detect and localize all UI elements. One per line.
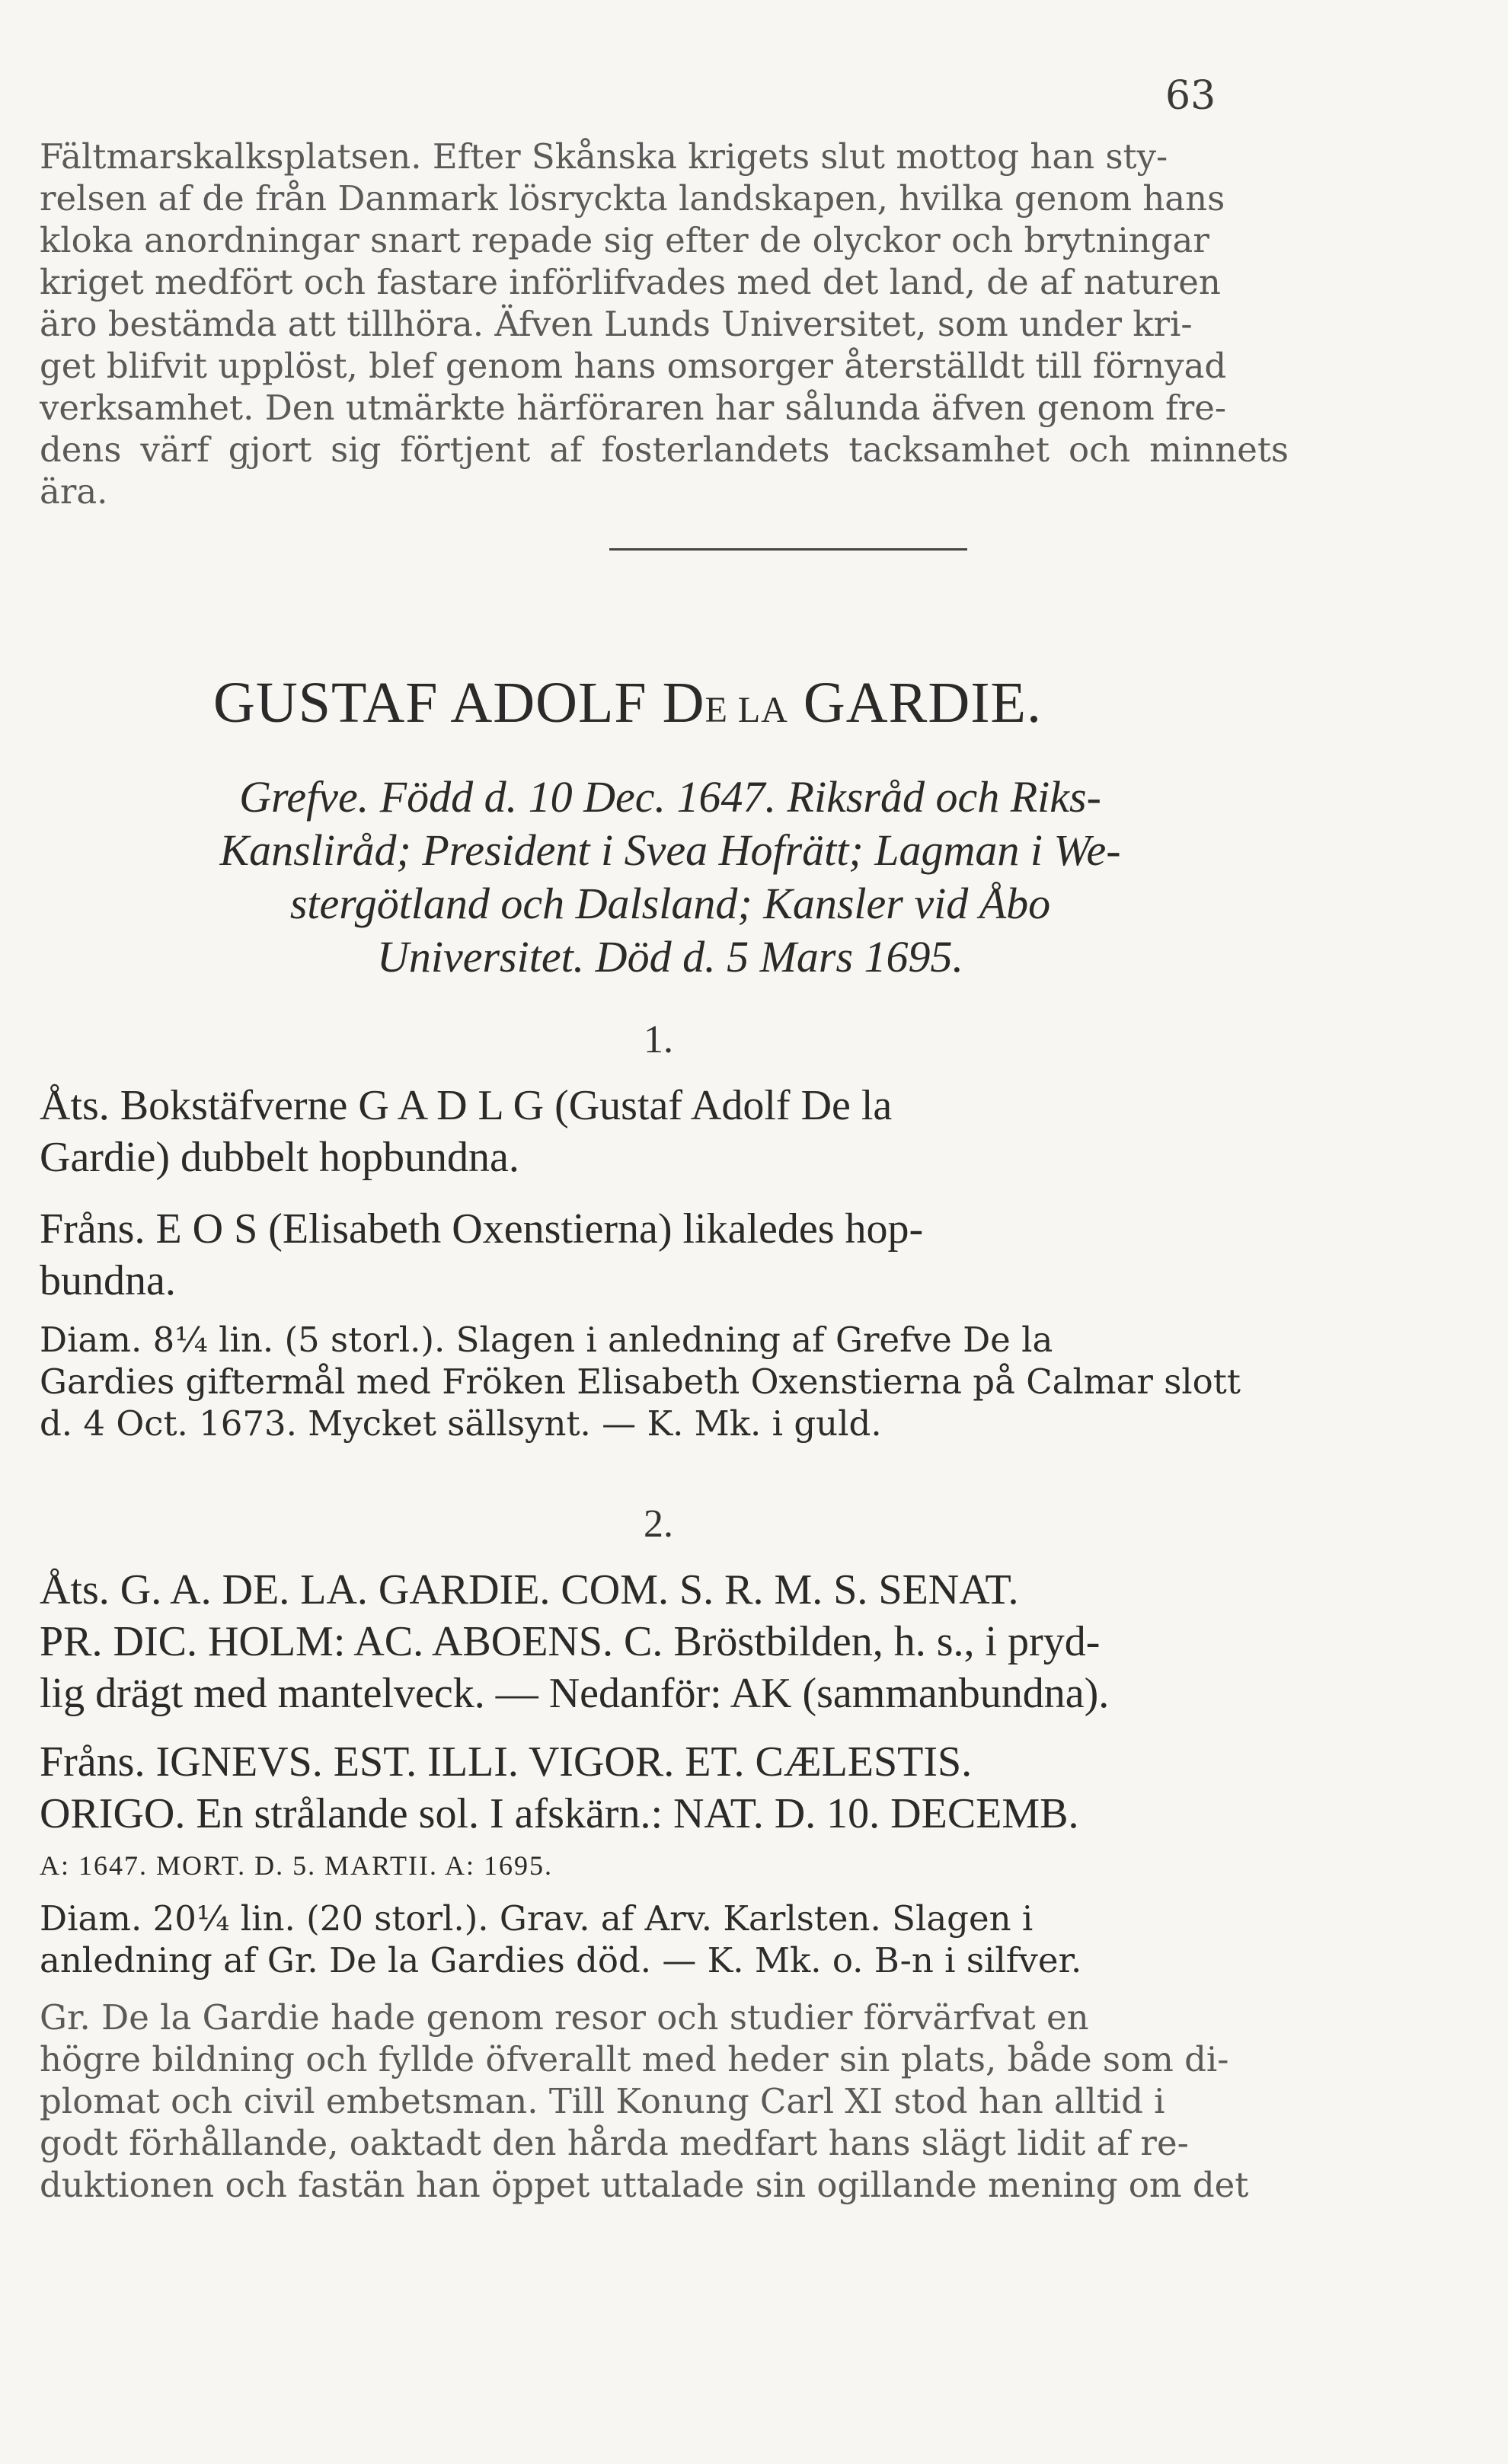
text-line: äro bestämda att tillhöra. Äfven Lunds Universitet, som under kri- (40, 304, 1193, 344)
section-divider (609, 548, 967, 551)
text-line: Gardie) dubbelt hopbundna. (40, 1134, 519, 1181)
text-line: Åts. G. A. DE. LA. GARDIE. COM. S. R. M. S. SENAT. (40, 1566, 1019, 1613)
obverse-description (40, 1564, 1289, 1719)
text-line: kriget medfört och fastare införlifvades med det land, de af naturen (40, 262, 1221, 302)
text-line: dens värf gjort sig förtjent af fosterlandets tacksamhet och minnets ära. (40, 429, 1289, 512)
text-line: godt förhållande, oaktadt den hårda medfart hans slägt lidit af re- (40, 2123, 1189, 2163)
text-line: Gr. De la Gardie hade genom resor och studier förvärfvat en (40, 1997, 1089, 2038)
text-line: anledning af Gr. De la Gardies död. — K. Mk. o. B-n i silfver. (40, 1940, 1082, 1980)
text-line: d. 4 Oct. 1673. Mycket sällsynt. — K. Mk. i guld. (40, 1403, 882, 1444)
text-line: relsen af de från Danmark lösryckta landskapen, hvilka genom hans (40, 178, 1225, 219)
obverse-description (40, 1080, 1289, 1183)
text-line: duktionen och fastän han öppet uttalade sin ogillande mening om det (40, 2165, 1249, 2205)
entry-number: 1. (644, 1018, 673, 1061)
page-number: 63 (1165, 73, 1216, 119)
text-line: Diam. 20¼ lin. (20 storl.). Grav. af Arv. Karlsten. Slagen i (40, 1898, 1034, 1939)
reverse-description (40, 1203, 1289, 1307)
text-line: Åts. Bokstäfverne G A D L G (Gustaf Adolf De la (40, 1082, 893, 1129)
text-line: get blifvit upplöst, blef genom hans omsorger återställdt till förnyad (40, 346, 1227, 386)
subheading-line: Kansliråd; President i Svea Hofrätt; Lagman i We- (219, 825, 1121, 875)
text-line: ORIGO. En strålande sol. I afskärn.: NAT. D. 10. DECEMB. (40, 1790, 1079, 1837)
text-line: Fältmarskalksplatsen. Efter Skånska krigets slut mottog han sty- (40, 136, 1168, 177)
text-line: högre bildning och fyllde öfverallt med heder sin plats, både som di- (40, 2039, 1229, 2079)
text-line: PR. DIC. HOLM: AC. ABOENS. C. Bröstbilden, h. s., i pryd- (40, 1618, 1101, 1665)
text-line: bundna. (40, 1257, 176, 1304)
text-line: Fråns. IGNEVS. EST. ILLI. VIGOR. ET. CÆLESTIS. (40, 1738, 973, 1786)
heading-part: GARDIE. (788, 671, 1042, 735)
closing-paragraph (40, 1996, 1289, 2206)
heading-part-small-caps: E LA (704, 690, 788, 730)
text-line: lig drägt med mantelveck. — Nedanför: AK (sammanbundna). (40, 1670, 1110, 1717)
heading-part: GUSTAF ADOLF D (213, 671, 705, 735)
text-line: Diam. 8¼ lin. (5 storl.). Slagen i anledning af Grefve De la (40, 1320, 1053, 1360)
section-heading (213, 670, 1042, 736)
subheading-line: Universitet. Död d. 5 Mars 1695. (376, 932, 964, 981)
text-line: Fråns. E O S (Elisabeth Oxenstierna) likaledes hop- (40, 1205, 924, 1253)
diameter-note (40, 1319, 1289, 1444)
text-line: Gardies giftermål med Fröken Elisabeth Oxenstierna på Calmar slott (40, 1361, 1241, 1402)
biography-subheading (76, 771, 1264, 984)
text-line: plomat och civil embetsman. Till Konung Carl XI stod han alltid i (40, 2081, 1165, 2121)
text-line: kloka anordningar snart repade sig efter de olyckor och brytningar (40, 220, 1209, 260)
text-line: A: 1647. MORT. D. 5. MARTII. A: 1695. (40, 1850, 554, 1881)
text-line: verksamhet. Den utmärkte härföraren har sålunda äfven genom fre- (40, 388, 1227, 428)
reverse-description (40, 1736, 1289, 1891)
diameter-note (40, 1897, 1289, 1981)
subheading-line: Grefve. Född d. 10 Dec. 1647. Riksråd och Riks- (239, 772, 1101, 822)
intro-paragraph (40, 136, 1289, 512)
entry-number: 2. (644, 1502, 673, 1546)
subheading-line: stergötland och Dalsland; Kansler vid Åbo (289, 879, 1051, 928)
